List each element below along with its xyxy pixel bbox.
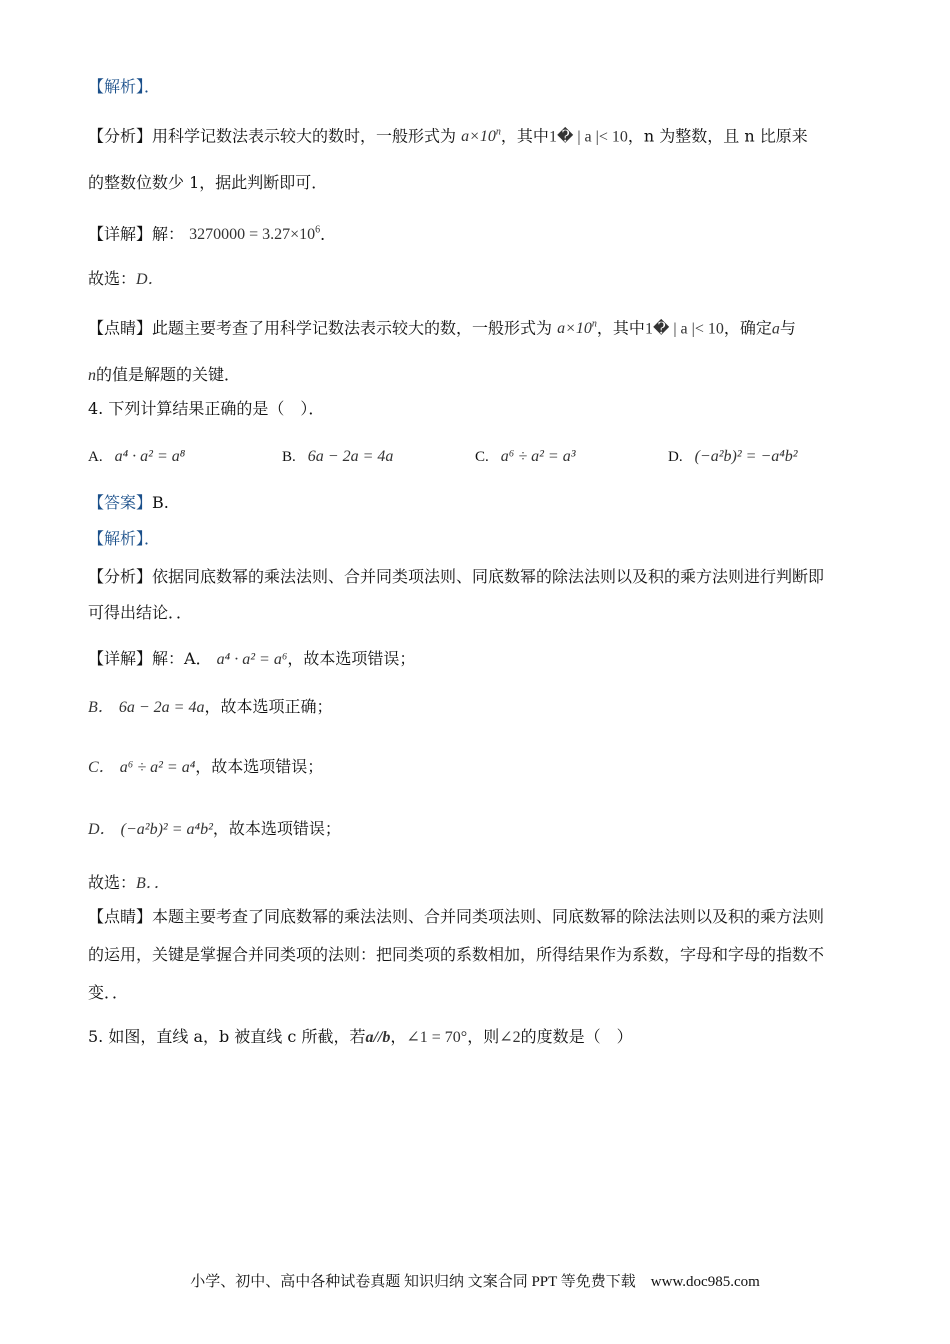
q4-step-b: B． 6a − 2a = 4a，故本选项正确； <box>88 697 333 716</box>
q4-fenxi-label: 【分析】 <box>88 567 153 586</box>
q4-dianjing-label: 【点睛】 <box>88 907 153 926</box>
q4-dianjing-line-3: 变．． <box>88 983 129 1002</box>
fenxi-line-2: 的整数位数少 1，据此判断即可． <box>88 173 328 192</box>
q4-fenxi-line-1: 【分析】依据同底数幂的乘法法则、合并同类项法则、同底数幂的除法法则以及积的乘方法则进行判断即 <box>88 567 825 586</box>
fenxi-text-1b: ，其中 <box>500 126 549 146</box>
var-n: n <box>88 367 96 384</box>
q4-step-a: 【详解】解：A． a⁴ · a² = a⁶，故本选项错误； <box>88 649 416 668</box>
q4-step-d: D． (−a²b)² = a⁴b²，故本选项错误； <box>88 819 341 838</box>
q4-step-c: C． a⁶ ÷ a² = a⁴，故本选项错误； <box>88 757 324 776</box>
dianjing-label: 【点睛】 <box>88 318 153 338</box>
abs-range-expr-2: 1� | a |< 10 <box>644 320 724 338</box>
q4-option-a: A. a⁴ · a² = a⁸ <box>88 448 186 465</box>
dianjing-line-2: n的值是解题的关键． <box>88 365 241 384</box>
fenxi-text-1c: ，n 为整数，且 n 比原来 <box>627 126 808 146</box>
xiangjie-expr: $3270000 = 3.27\times 10^6$ <box>189 225 321 244</box>
xiangjie-label: 【详解】 <box>88 224 153 244</box>
q4-option-d: D. (−a²b)² = −a⁴b² <box>668 448 798 465</box>
fenxi-line-1 <box>88 122 808 148</box>
dianjing-line-1: 【点睛】此题主要考查了用科学记数法表示较大的数，一般形式为 $a\times 10^n$，其中1� | a |< 10，确定a与 <box>88 318 796 338</box>
q4-answer-line <box>88 492 169 514</box>
page-footer: 小学、初中、高中各种试卷真题 知识归纳 文案合同 PPT 等免费下载 www.doc985.com <box>190 1274 760 1290</box>
guxuan-line: 故选：D． <box>88 269 164 288</box>
fenxi-text-1a: 用科学记数法表示较大的数时，一般形式为 <box>152 126 457 146</box>
q4-jiexi-label: 【解析】． <box>88 529 161 548</box>
q4-guxuan-line: 故选：B．． <box>88 873 170 892</box>
q4-option-c: C. a⁶ ÷ a² = a³ <box>475 448 576 465</box>
q5-stem: 5. 如图，直线 a，b 被直线 c 所截，若a//b，∠1 = 70°，则∠2的度数是（ ） <box>88 1027 633 1046</box>
fenxi-label: 【分析】 <box>88 126 153 146</box>
xiangjie-line: 【详解】解： $3270000 = 3.27\times 10^6$． <box>88 224 337 244</box>
q4-fenxi-line-2: 可得出结论．． <box>88 603 193 622</box>
jiexi-label: 【解析】． <box>88 77 161 96</box>
q4-answer-b: B．． <box>136 875 170 892</box>
answer-label: 【答案】 <box>88 493 153 512</box>
abs-range-expr: 1� | a |< 10 <box>548 128 628 146</box>
q4-option-b: B. 6a − 2a = 4a <box>282 448 394 465</box>
angle2-expr: ∠2 <box>499 1029 521 1046</box>
answer-value: B. <box>152 493 169 512</box>
parallel-expr: a//b <box>365 1029 391 1046</box>
answer-d: D． <box>136 271 164 288</box>
q4-dianjing-line-2: 的运用，关键是掌握合并同类项的法则：把同类项的系数相加，所得结果作为系数，字母和字母的指数不 <box>88 945 825 964</box>
var-a: a <box>771 320 780 338</box>
sci-notation-expr: $a\times 10^n$ <box>461 127 501 146</box>
angle1-expr: ∠1 = 70° <box>406 1029 468 1046</box>
sci-notation-expr-2: $a\times 10^n$ <box>557 319 597 338</box>
q4-dianjing-line-1: 【点睛】本题主要考查了同底数幂的乘法法则、合并同类项法则、同底数幂的除法法则以及积的乘方法则 <box>88 907 825 926</box>
q4-stem: 4. 下列计算结果正确的是（ ）． <box>88 399 325 418</box>
q4-xiangjie-label: 【详解】 <box>88 649 153 668</box>
